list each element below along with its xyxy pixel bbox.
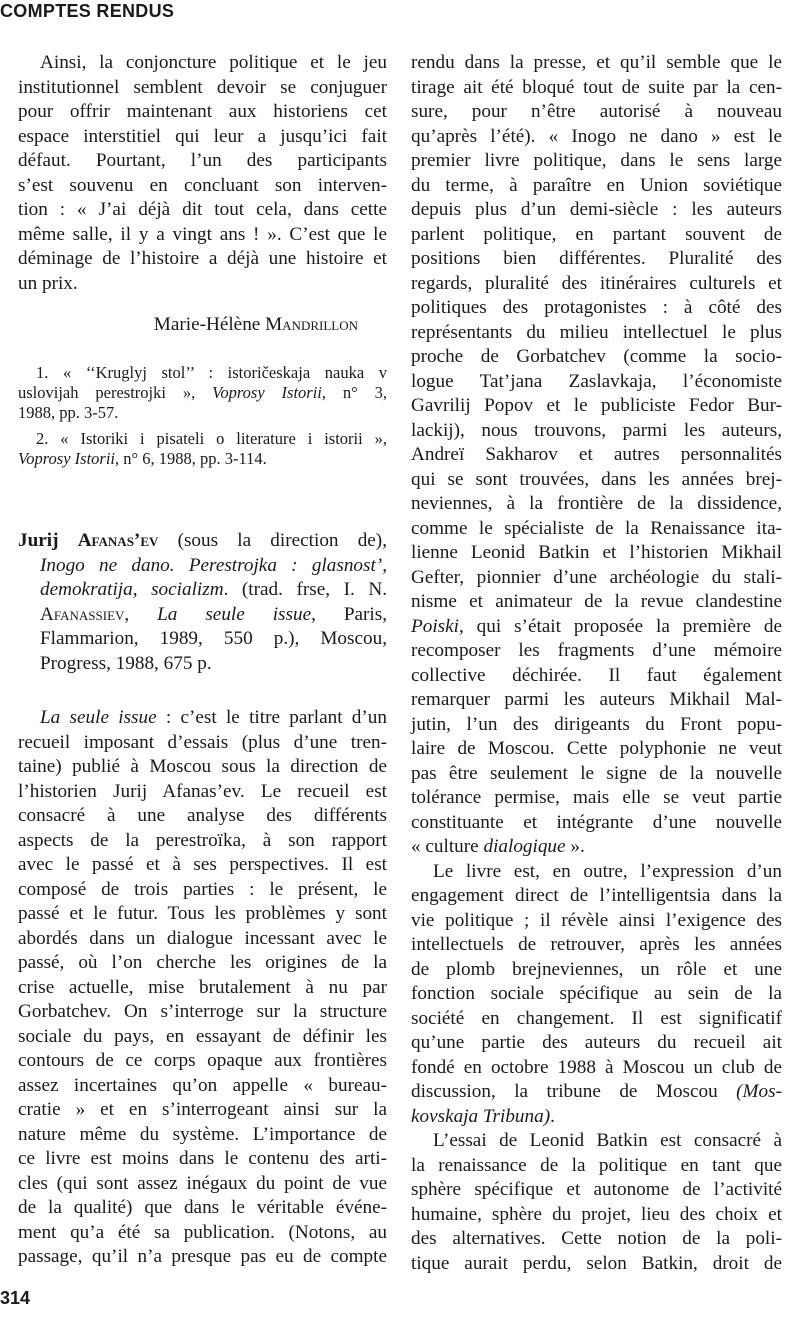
text-segment: Le livre est, en outre, l’expression d’un bbox=[433, 860, 782, 882]
text-line bbox=[411, 884, 782, 909]
text-segment: jutin, l’un des dirigeants du Front popu- bbox=[411, 713, 782, 735]
text-line bbox=[18, 383, 387, 403]
text-line bbox=[18, 976, 387, 1001]
text-line bbox=[18, 149, 387, 174]
review-bibliographic-heading bbox=[18, 529, 387, 676]
text-line bbox=[18, 878, 387, 903]
text-segment: laire de Moscou. Cette polyphonie ne veut bbox=[411, 738, 782, 759]
text-line bbox=[411, 713, 782, 738]
text-line bbox=[411, 762, 782, 787]
text-segment: nature même du système. L’importance de bbox=[18, 1123, 387, 1145]
text-segment: Voprosy Istorii, bbox=[212, 383, 326, 402]
text-line bbox=[411, 664, 782, 689]
text-segment: n° 6, 1988, pp. 3-114. bbox=[119, 449, 267, 468]
text-segment: de la qualité) que dans le véritable événe- bbox=[18, 1197, 387, 1218]
text-segment: abordés dans un dialogue incessant avec le bbox=[18, 927, 387, 949]
text-line bbox=[411, 615, 782, 640]
text-segment: discussion, la tribune de Moscou bbox=[411, 1081, 737, 1102]
text-segment: 2. « Istoriki i pisateli o literature i istorii », bbox=[36, 429, 387, 448]
text-segment: uslovijah perestrojki », bbox=[18, 383, 213, 402]
text-line bbox=[18, 174, 387, 199]
text-segment: aspects de la perestroïka, à son rapport bbox=[18, 829, 387, 851]
text-line bbox=[411, 982, 782, 1007]
text-line bbox=[18, 100, 387, 125]
footnote-2 bbox=[18, 429, 387, 469]
text-segment: Marie-Hélène bbox=[153, 314, 266, 335]
text-segment: politiques des protagonistes : à côté des bbox=[411, 297, 782, 318]
text-line bbox=[411, 860, 782, 885]
text-line bbox=[411, 737, 782, 762]
text-line bbox=[18, 198, 387, 223]
text-segment: cratie » et en s’interrogeant ainsi sur la bbox=[18, 1099, 387, 1120]
text-segment: la renaissance de la politique en tant que bbox=[411, 1154, 782, 1176]
text-segment: ce livre est moins dans le contenu des arti- bbox=[18, 1148, 387, 1169]
text-line bbox=[411, 1129, 782, 1154]
text-segment: l’historien Jurij Afanas’ev. Le recueil est bbox=[18, 780, 387, 802]
text-segment: Poiski bbox=[411, 615, 459, 637]
text-line bbox=[411, 1007, 782, 1032]
text-line bbox=[411, 909, 782, 934]
text-segment: pas être seulement le signe de la nouvelle bbox=[411, 762, 782, 784]
text-segment: lackij), nous trouvons, parmi les auteurs, bbox=[411, 419, 782, 441]
text-line bbox=[18, 403, 387, 423]
text-line bbox=[18, 1147, 387, 1172]
text-line bbox=[18, 1196, 387, 1221]
text-line bbox=[18, 1049, 387, 1074]
text-segment: du terme, à paraître en Union soviétique bbox=[411, 174, 782, 196]
text-segment: sphère spécifique et autonome de l’activité bbox=[411, 1179, 782, 1200]
text-line bbox=[18, 1025, 387, 1050]
text-segment: lienne Leonid Batkin et l’historien Mikhail bbox=[411, 542, 782, 563]
text-segment: logue Tat’jana Zaslavkaja, l’économiste bbox=[411, 370, 782, 392]
text-segment: remarquer parmi les auteurs Mikhail Mal- bbox=[411, 689, 782, 710]
text-segment: consacré à une analyse des différents bbox=[18, 805, 387, 826]
text-line bbox=[411, 100, 782, 125]
text-segment: proche de Gorbatchev (comme la socio- bbox=[411, 346, 782, 367]
conclusion-paragraph bbox=[18, 51, 387, 296]
text-segment: Jurij bbox=[18, 530, 78, 551]
review-body-right bbox=[411, 51, 782, 1276]
text-line bbox=[411, 149, 782, 174]
text-segment: : c’est le titre parlant d’un bbox=[156, 707, 387, 728]
text-line bbox=[411, 933, 782, 958]
footnote-1 bbox=[18, 363, 387, 423]
text-segment: de plomb brejneviennes, un rôle et une bbox=[411, 958, 782, 980]
text-segment: Afanassiev bbox=[40, 603, 125, 625]
text-line bbox=[411, 492, 782, 517]
review-body-left bbox=[18, 706, 387, 1270]
text-segment: espace interstitiel qui leur a jusqu’ici fait bbox=[18, 125, 387, 147]
text-line bbox=[411, 443, 782, 468]
text-line bbox=[411, 688, 782, 713]
text-segment: pour offrir maintenant aux historiens cet bbox=[18, 101, 387, 122]
text-segment: regards, pluralité des itinéraires culturels et bbox=[411, 272, 782, 294]
text-segment: depuis plus d’un demi-siècle : les auteurs bbox=[411, 199, 782, 220]
text-line bbox=[411, 125, 782, 150]
text-segment: avec le passé et à ses perspectives. Il est bbox=[18, 854, 387, 875]
text-segment: . bbox=[550, 1105, 555, 1127]
text-segment: constituante et intégrante d’une nouvelle bbox=[411, 811, 782, 833]
text-line bbox=[411, 590, 782, 615]
text-segment: demokratija, socializm bbox=[40, 579, 224, 600]
text-line bbox=[18, 1000, 387, 1025]
text-line bbox=[411, 174, 782, 199]
text-line bbox=[411, 1154, 782, 1179]
text-segment: Flammarion, 1989, 550 p.), Moscou, bbox=[40, 628, 387, 649]
text-line bbox=[411, 1105, 782, 1130]
text-line bbox=[411, 321, 782, 346]
text-line bbox=[411, 370, 782, 395]
text-line bbox=[411, 76, 782, 101]
text-line bbox=[411, 786, 782, 811]
text-segment: déminage de l’histoire a déjà une histoire et bbox=[18, 248, 387, 269]
text-segment: Andreï Sakharov et autres personnalités bbox=[411, 444, 782, 465]
text-segment: qu’une partie des auteurs du recueil ait bbox=[411, 1032, 782, 1053]
text-segment: contours de ce corps opaque aux frontières bbox=[18, 1050, 387, 1071]
text-segment: , bbox=[124, 603, 158, 625]
text-segment: L’essai de Leonid Batkin est consacré à bbox=[433, 1130, 782, 1151]
text-line bbox=[18, 1245, 387, 1270]
text-segment: des alternatives. Cette notion de la poli- bbox=[411, 1228, 782, 1249]
text-segment: sociale du pays, en essayant de définir les bbox=[18, 1025, 387, 1047]
text-segment: vie politique ; il révèle ainsi l’exigence des bbox=[411, 909, 782, 931]
text-segment: Progress, 1988, 675 p. bbox=[40, 652, 212, 674]
text-line bbox=[18, 363, 387, 383]
text-line bbox=[411, 1031, 782, 1056]
text-segment: (Mos- bbox=[736, 1081, 782, 1102]
text-segment: tolérance permise, mais elle se veut partie bbox=[411, 787, 782, 808]
text-segment: engagement direct de l’intelligentsia dans la bbox=[411, 885, 782, 906]
text-line bbox=[411, 1178, 782, 1203]
text-line bbox=[411, 835, 782, 860]
text-line bbox=[18, 272, 387, 297]
text-segment: (sous la direction de), bbox=[158, 530, 387, 551]
text-segment: intellectuels de retrouver, après les années bbox=[411, 934, 782, 955]
text-segment: « culture bbox=[411, 836, 484, 857]
text-line bbox=[18, 853, 387, 878]
text-segment: tique aurait perdu, selon Batkin, droit de bbox=[411, 1252, 782, 1274]
text-line bbox=[411, 517, 782, 542]
text-segment: fondé en octobre 1988 à Moscou un club de bbox=[411, 1056, 782, 1078]
text-segment: , Paris, bbox=[311, 603, 387, 625]
text-segment: La seule issue bbox=[40, 707, 157, 728]
text-segment: Gorbatchev. On s’interroge sur la structure bbox=[18, 1001, 387, 1022]
text-segment: passé et le futur. Tous les problèmes y sont bbox=[18, 903, 387, 924]
text-segment: positions bien différentes. Pluralité des bbox=[411, 248, 782, 269]
text-segment: 1. « ‘‘Kruglyj stol’’ : istoričeskaja nauka v bbox=[36, 363, 387, 382]
text-line bbox=[411, 419, 782, 444]
text-line bbox=[411, 566, 782, 591]
text-segment: nisme et animateur de la revue clandestine bbox=[411, 591, 782, 612]
text-segment: dialogique bbox=[483, 836, 566, 857]
text-segment: passé, où l’on cherche les origines de la bbox=[18, 952, 387, 973]
text-segment: collective déchirée. Il faut également bbox=[411, 664, 782, 686]
text-line bbox=[18, 706, 387, 731]
text-segment: qui se sont trouvées, dans les années brej- bbox=[411, 468, 782, 490]
text-segment: Gefter, pionnier d’une archéologie du stali- bbox=[411, 566, 782, 588]
text-line bbox=[411, 541, 782, 566]
text-segment: . (trad. frse, I. N. bbox=[223, 579, 387, 600]
text-line bbox=[18, 223, 387, 248]
text-segment: kovskaja Tribuna) bbox=[411, 1105, 551, 1127]
text-line bbox=[18, 429, 387, 449]
text-line bbox=[18, 1098, 387, 1123]
text-line bbox=[18, 1172, 387, 1197]
text-line bbox=[411, 272, 782, 297]
text-segment: Voprosy Istorii, bbox=[18, 449, 120, 468]
text-segment: un prix. bbox=[18, 272, 78, 294]
text-segment: Afanas’ev bbox=[77, 530, 159, 551]
text-segment: neviennes, à la frontière de la dissidence, bbox=[411, 493, 782, 514]
text-segment: Gavrilij Popov et le publiciste Fedor Bur- bbox=[411, 395, 782, 416]
text-line bbox=[18, 780, 387, 805]
text-segment: défaut. Pourtant, l’un des participants bbox=[18, 150, 387, 171]
text-segment: fonction sociale spécifique au sein de la bbox=[411, 983, 782, 1004]
text-line bbox=[18, 804, 387, 829]
text-line bbox=[18, 51, 387, 76]
text-line bbox=[18, 951, 387, 976]
text-segment: passage, qu’il n’a presque pas eu de compte bbox=[18, 1246, 387, 1267]
text-line bbox=[411, 468, 782, 493]
text-segment: recueil imposant d’essais (plus d’une tren- bbox=[18, 731, 387, 753]
text-line bbox=[18, 125, 387, 150]
text-segment: humaine, sphère du projet, lieu des choix et bbox=[411, 1203, 782, 1225]
text-line bbox=[18, 1221, 387, 1246]
text-line bbox=[411, 394, 782, 419]
text-line bbox=[18, 902, 387, 927]
text-line bbox=[411, 958, 782, 983]
text-segment: taine) publié à Moscou sous la direction de bbox=[18, 756, 387, 777]
text-segment: parlent politique, en partant souvent de bbox=[411, 223, 782, 245]
text-segment: crise actuelle, mise brutalement à nu par bbox=[18, 976, 387, 998]
text-line bbox=[18, 927, 387, 952]
text-segment: Mandrillon bbox=[265, 314, 358, 335]
text-line bbox=[411, 247, 782, 272]
author-signature bbox=[18, 313, 358, 338]
text-line bbox=[411, 296, 782, 321]
text-line bbox=[411, 639, 782, 664]
text-segment: Ainsi, la conjoncture politique et le jeu bbox=[40, 52, 387, 73]
text-segment: n° 3, bbox=[326, 383, 387, 402]
text-line bbox=[411, 1080, 782, 1105]
text-segment: même salle, il y a vingt ans ! ». C’est que le bbox=[18, 223, 387, 245]
text-segment: composé de trois parties : le présent, le bbox=[18, 878, 387, 900]
text-line bbox=[18, 603, 387, 628]
page-number: 314 bbox=[0, 1288, 31, 1308]
text-segment: sure, pour n’être autorisé à nouveau bbox=[411, 101, 782, 122]
text-line bbox=[18, 627, 387, 652]
text-segment: assez incertaines qu’on appelle « bureau- bbox=[18, 1074, 387, 1096]
text-line bbox=[18, 1123, 387, 1148]
text-segment: La seule issue bbox=[157, 603, 312, 625]
text-line bbox=[411, 345, 782, 370]
text-line bbox=[18, 731, 387, 756]
text-line bbox=[411, 223, 782, 248]
text-line bbox=[411, 1227, 782, 1252]
text-segment: rendu dans la presse, et qu’il semble que le bbox=[411, 52, 782, 73]
text-line bbox=[18, 529, 387, 554]
text-segment: qu’après l’été). « Inogo ne dano » est le bbox=[411, 125, 782, 147]
text-line bbox=[18, 578, 387, 603]
text-segment: Inogo ne dano. Perestrojka : glasnost’, bbox=[40, 554, 387, 576]
text-line bbox=[18, 247, 387, 272]
text-line bbox=[18, 449, 387, 469]
text-segment: ». bbox=[565, 836, 585, 857]
text-line bbox=[411, 1056, 782, 1081]
text-line bbox=[411, 198, 782, 223]
text-segment: tirage ait été bloqué tout de suite par la cen- bbox=[411, 76, 782, 98]
text-line bbox=[18, 829, 387, 854]
text-line bbox=[18, 652, 387, 677]
text-line bbox=[411, 811, 782, 836]
text-line bbox=[18, 755, 387, 780]
text-segment: société en changement. Il est significatif bbox=[411, 1007, 782, 1029]
text-line bbox=[411, 51, 782, 76]
text-segment: s’est souvenu en concluant son interven- bbox=[18, 174, 387, 196]
text-segment: représentants du milieu intellectuel le plus bbox=[411, 321, 782, 343]
text-segment: ment qu’a été sa publication. (Notons, au bbox=[18, 1221, 387, 1243]
text-line bbox=[18, 76, 387, 101]
text-line bbox=[18, 554, 387, 579]
text-line bbox=[411, 1203, 782, 1228]
text-segment: , qui s’était proposée la première de bbox=[458, 615, 782, 637]
text-segment: cles (qui sont assez inégaux du point de vue bbox=[18, 1172, 387, 1194]
running-head: COMPTES RENDUS bbox=[0, 1, 175, 21]
text-segment: institutionnel semblent devoir se conjuguer bbox=[18, 76, 387, 98]
text-line bbox=[18, 1074, 387, 1099]
text-segment: premier livre politique, dans le sens large bbox=[411, 150, 782, 171]
text-segment: comme le spécialiste de la Renaissance ita- bbox=[411, 517, 782, 539]
text-segment: 1988, pp. 3-57. bbox=[18, 403, 119, 422]
text-segment: tion : « J’ai déjà dit tout cela, dans cette bbox=[18, 199, 387, 220]
text-segment: recomposer les fragments d’une mémoire bbox=[411, 640, 782, 661]
text-line bbox=[411, 1252, 782, 1277]
